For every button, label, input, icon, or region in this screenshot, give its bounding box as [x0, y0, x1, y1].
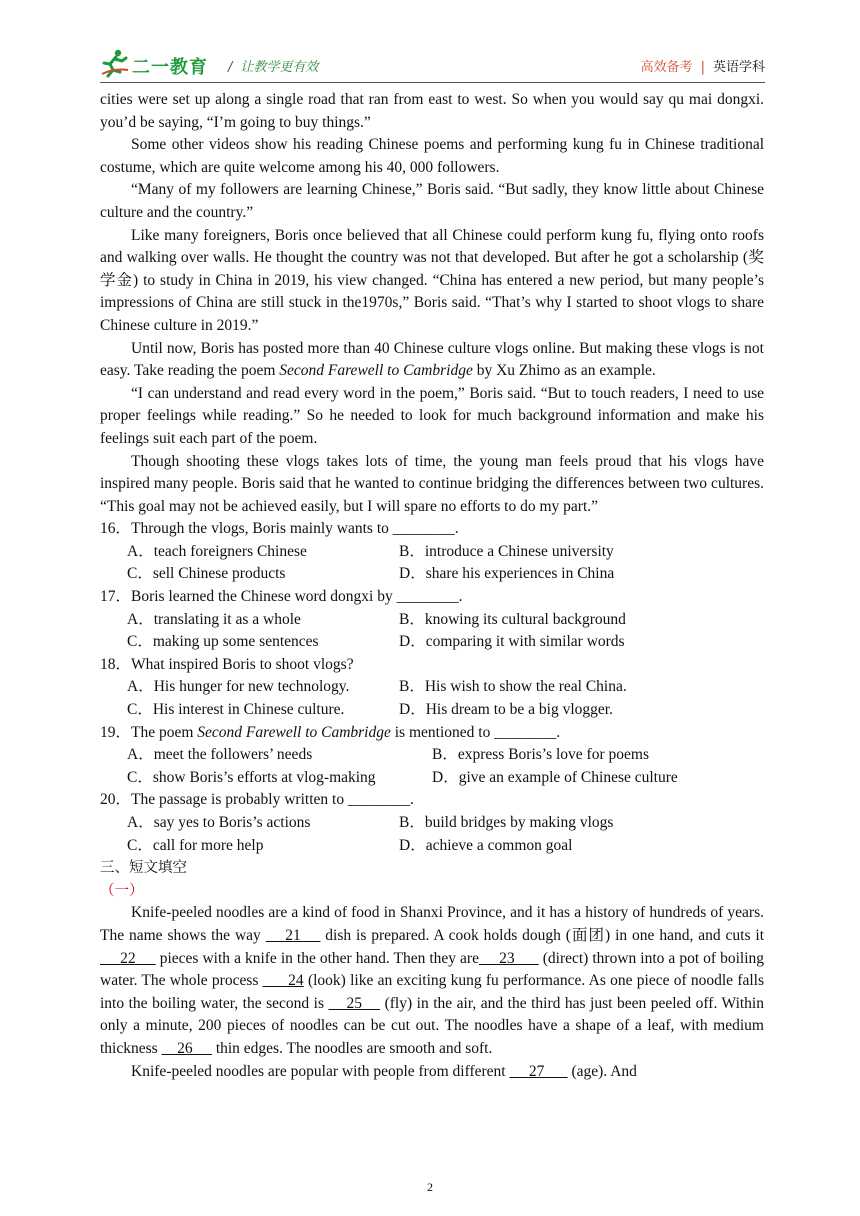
page-number: 2 — [427, 1180, 433, 1194]
slogan-slash: / — [228, 60, 233, 75]
blank-21: 21 — [265, 926, 321, 944]
option-d: D．achieve a common goal — [399, 836, 573, 854]
question-options — [127, 676, 764, 721]
page-content — [100, 89, 764, 1083]
cloze-text: Knife-peeled noodles are a kind of food in Shanxi Province, and it has a history of hundreds of years. The name shows the way — [100, 904, 764, 944]
question-20 — [100, 789, 764, 857]
logo — [100, 48, 220, 80]
cloze-text: thin edges. The noodles are smooth and soft. — [211, 1039, 493, 1057]
subsection-title: （一） — [100, 882, 144, 899]
header-divider — [100, 82, 765, 83]
passage-paragraph: Some other videos show his reading Chinese poems and performing kung fu in Chinese traditional costume, which are quite welcome among his 40, 000 followers. — [100, 136, 764, 176]
question-stem — [100, 722, 764, 745]
question-options — [127, 812, 764, 857]
question-stem-text: 19．The poem — [100, 723, 198, 741]
option-a: A．His hunger for new technology. — [127, 678, 350, 696]
option-c: C．sell Chinese products — [127, 565, 286, 583]
option-d: D．give an example of Chinese culture — [432, 768, 678, 786]
passage-paragraph: cities were set up along a single road that ran from east to west. So when you would say qu mai dongxi. you’d be saying, “I’m going to buy things.” — [100, 91, 764, 131]
question-options — [127, 744, 764, 789]
question-options — [127, 541, 764, 586]
question-17 — [100, 586, 764, 654]
question-options — [127, 609, 764, 654]
option-c: C．show Boris’s efforts at vlog-making — [127, 768, 376, 786]
question-stem: 20．The passage is probably written to ________. — [100, 791, 414, 809]
passage-paragraph: Though shooting these vlogs takes lots of time, the young man feels proud that his vlogs have inspired many people. Boris said that he wanted to continue bridging the differences between two cultures. “This goal may not be achieved easily, but I will spare no efforts to do my part.” — [100, 452, 764, 515]
option-c: C．making up some sentences — [127, 633, 319, 651]
option-b: B．introduce a Chinese university — [399, 542, 614, 560]
blank-27: 27 — [509, 1062, 568, 1080]
option-a: A．translating it as a whole — [127, 610, 301, 628]
option-b: B．knowing its cultural background — [399, 610, 626, 628]
cloze-text: (look) like an exciting kung fu performance. As one piece of noodle falls into the boiling water, the second is — [100, 972, 765, 1012]
question-stem: 16．Through the vlogs, Boris mainly wants to ________. — [100, 520, 459, 538]
cloze-paragraph — [100, 902, 764, 1060]
passage-text: Until now, Boris has posted more than 40 Chinese culture vlogs online. But making these vlogs is not easy. Take reading the poem — [100, 339, 764, 380]
section-title: 三、短文填空 — [100, 860, 187, 877]
passage-paragraph: “Many of my followers are learning Chinese,” Boris said. “But sadly, they know little about Chinese culture and the country.” — [100, 181, 764, 221]
blank-25: 25 — [328, 994, 381, 1012]
cloze-text: Knife-peeled noodles are popular with people from different — [131, 1062, 510, 1080]
option-d: D．His dream to be a big vlogger. — [399, 701, 613, 719]
option-b: B．His wish to show the real China. — [399, 678, 627, 696]
question-16 — [100, 518, 764, 586]
poem-title: Second Farewell to Cambridge — [279, 362, 473, 380]
cloze-text: pieces with a knife in the other hand. Then they are — [155, 949, 479, 967]
poem-title: Second Farewell to Cambridge — [197, 723, 391, 741]
option-b: B．build bridges by making vlogs — [399, 814, 614, 831]
option-c: C．call for more help — [127, 836, 264, 854]
blank-26: 26 — [161, 1039, 212, 1057]
option-a: A．say yes to Boris’s actions — [127, 814, 311, 831]
runner-logo-icon — [100, 48, 130, 78]
header-subject — [641, 56, 765, 75]
option-c: C．His interest in Chinese culture. — [127, 701, 345, 719]
cloze-text: (age). And — [567, 1062, 637, 1080]
question-stem: 17．Boris learned the Chinese word dongxi by ________. — [100, 588, 463, 606]
option-a: A．teach foreigners Chinese — [127, 542, 307, 560]
passage-text: by Xu Zhimo as an example. — [476, 362, 656, 380]
passage-paragraph: Like many foreigners, Boris once believed that all Chinese could perform kung fu, flying onto roofs and walking over walls. He thought the country was not that developed. But after he got a scholarship (奖学金) to study in China in 2019, his view changed. “China has entered a new period, but many people’s impressions of China are still stuck in the1970s,” Boris said. “That’s why I started to shoot vlogs to share Chinese culture in 2019.” — [100, 226, 764, 334]
blank-22: 22 — [100, 949, 156, 967]
passage-paragraph: “I can understand and read every word in the poem,” Boris said. “But to touch readers, I need to use proper feelings while reading.” So he needed to look for much background information and make his feelings suit each part of the poem. — [100, 384, 764, 447]
question-18 — [100, 654, 764, 722]
cloze-paragraph — [100, 1061, 764, 1084]
question-19 — [100, 722, 764, 790]
blank-24: 24 — [262, 972, 304, 990]
cloze-text: (direct) thrown into a pot of boiling water. The whole process — [100, 949, 765, 990]
option-a: A．meet the followers’ needs — [127, 746, 313, 764]
header-exam-label: 高效备考 — [640, 60, 693, 75]
question-stem-text: is mentioned to ________. — [390, 723, 561, 741]
header-subject-label: 英语学科 — [712, 60, 765, 75]
slogan-text: 让教学更有效 — [240, 60, 319, 75]
option-b: B．express Boris’s love for poems — [432, 746, 649, 764]
passage-paragraph — [100, 338, 764, 383]
option-d: D．share his experiences in China — [399, 565, 615, 583]
cloze-text: (fly) in the air, and the third has just been peeled off. Within only a minute, 200 pieces of noodles can be cut out. The noodles have a shape of a leaf, with medium thickness — [100, 994, 764, 1057]
blank-23: 23 — [478, 949, 539, 967]
header-separator: | — [700, 60, 705, 75]
option-d: D．comparing it with similar words — [399, 633, 625, 651]
page-header — [100, 48, 765, 82]
logo-text: 二一教育 — [132, 57, 208, 78]
cloze-text: dish is prepared. A cook holds dough (面团) in one hand, and cuts it — [320, 926, 764, 944]
question-stem: 18．What inspired Boris to shoot vlogs? — [100, 655, 354, 673]
slogan — [228, 56, 318, 75]
